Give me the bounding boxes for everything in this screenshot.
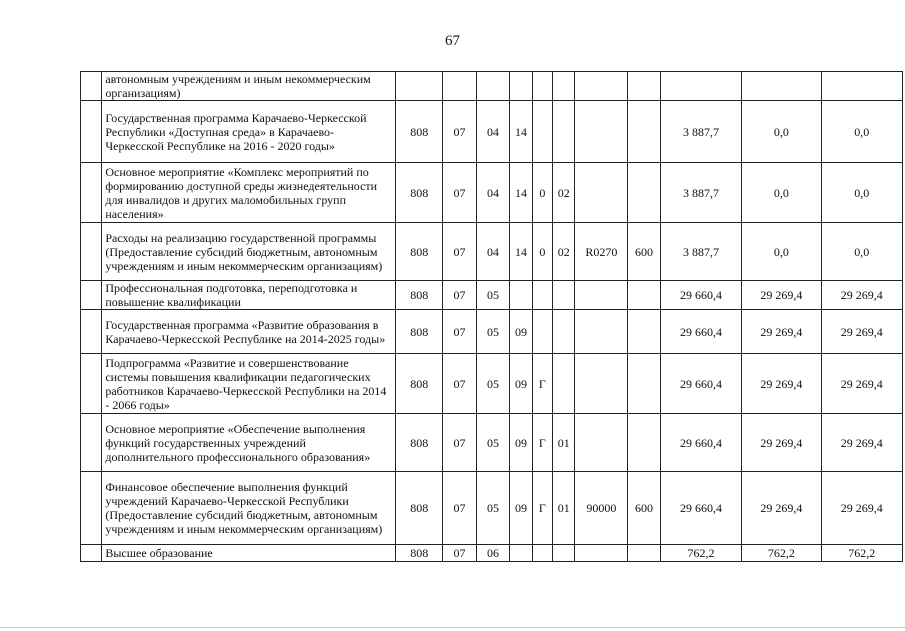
amount-year-2 [742, 72, 821, 101]
subsection-code [476, 72, 510, 101]
row-margin-cell [81, 414, 102, 472]
amount-year-1: 762,2 [660, 545, 741, 562]
row-margin-cell [81, 310, 102, 354]
measure-code [553, 281, 575, 310]
subsection-code: 06 [476, 545, 510, 562]
amount-year-3: 0,0 [821, 223, 902, 281]
amount-year-1: 29 660,4 [660, 414, 741, 472]
amount-year-1: 3 887,7 [660, 163, 741, 223]
table-row [81, 414, 903, 472]
direction-code [575, 163, 628, 223]
measure-code [553, 354, 575, 414]
table-row [81, 163, 903, 223]
amount-year-3: 762,2 [821, 545, 902, 562]
program-code: 09 [510, 472, 532, 545]
program-code [510, 281, 532, 310]
amount-year-3: 29 269,4 [821, 281, 902, 310]
expense-type-code: 600 [628, 223, 661, 281]
direction-code [575, 414, 628, 472]
measure-code: 01 [553, 472, 575, 545]
amount-year-1: 29 660,4 [660, 310, 741, 354]
measure-code: 02 [553, 223, 575, 281]
program-code: 09 [510, 310, 532, 354]
gr-code: 808 [396, 354, 443, 414]
gr-code: 808 [396, 163, 443, 223]
section-code: 07 [443, 310, 477, 354]
table-row [81, 72, 903, 101]
subsection-code: 05 [476, 310, 510, 354]
subsection-code: 05 [476, 354, 510, 414]
amount-year-3: 0,0 [821, 101, 902, 163]
section-code: 07 [443, 163, 477, 223]
amount-year-3: 29 269,4 [821, 310, 902, 354]
expense-type-code: 600 [628, 472, 661, 545]
program-code [510, 545, 532, 562]
program-code [510, 72, 532, 101]
expense-type-code [628, 72, 661, 101]
subprogram-code [532, 310, 552, 354]
row-name: Подпрограмма «Развитие и совершенствование системы повышения квалификации педагогических работников Карачаево-Черкесской Республики на 2014 - 2066 годы» [102, 354, 396, 414]
gr-code: 808 [396, 545, 443, 562]
row-margin-cell [81, 101, 102, 163]
row-name: Государственная программа Карачаево-Черкесской Республики «Доступная среда» в Карачаево-Черкесской Республике на 2016 - 2020 годы» [102, 101, 396, 163]
amount-year-3 [821, 72, 902, 101]
page-number: 67 [445, 33, 460, 49]
measure-code [553, 545, 575, 562]
subprogram-code [532, 545, 552, 562]
amount-year-2: 29 269,4 [742, 310, 821, 354]
direction-code: R0270 [575, 223, 628, 281]
direction-code [575, 72, 628, 101]
program-code: 09 [510, 354, 532, 414]
amount-year-2: 29 269,4 [742, 281, 821, 310]
row-name: Высшее образование [102, 545, 396, 562]
table-row [81, 354, 903, 414]
expense-type-code [628, 414, 661, 472]
row-name: Расходы на реализацию государственной программы (Предоставление субсидий бюджетным, автономным учреждениям и иным некоммерческим организациям) [102, 223, 396, 281]
row-name: автономным учреждениям и иным некоммерческим организациям) [102, 72, 396, 101]
section-code: 07 [443, 472, 477, 545]
section-code: 07 [443, 101, 477, 163]
measure-code [553, 72, 575, 101]
row-name: Финансовое обеспечение выполнения функций учреждений Карачаево-Черкесской Республики (Предоставление субсидий бюджетным, автономным учреждениям и иным некоммерческим организациям) [102, 472, 396, 545]
subprogram-code: Г [532, 354, 552, 414]
gr-code: 808 [396, 281, 443, 310]
expense-type-code [628, 354, 661, 414]
direction-code [575, 281, 628, 310]
row-margin-cell [81, 223, 102, 281]
gr-code: 808 [396, 310, 443, 354]
table-row [81, 545, 903, 562]
amount-year-3: 0,0 [821, 163, 902, 223]
subsection-code: 04 [476, 163, 510, 223]
table-row [81, 101, 903, 163]
expense-type-code [628, 163, 661, 223]
direction-code [575, 545, 628, 562]
row-name: Профессиональная подготовка, переподготовка и повышение квалификации [102, 281, 396, 310]
amount-year-1: 29 660,4 [660, 281, 741, 310]
subsection-code: 04 [476, 101, 510, 163]
amount-year-2: 0,0 [742, 163, 821, 223]
row-margin-cell [81, 163, 102, 223]
section-code: 07 [443, 414, 477, 472]
gr-code: 808 [396, 223, 443, 281]
program-code: 14 [510, 163, 532, 223]
table-row [81, 472, 903, 545]
subprogram-code: 0 [532, 223, 552, 281]
gr-code [396, 72, 443, 101]
row-margin-cell [81, 72, 102, 101]
subsection-code: 05 [476, 472, 510, 545]
direction-code [575, 101, 628, 163]
amount-year-2: 0,0 [742, 223, 821, 281]
program-code: 14 [510, 101, 532, 163]
subprogram-code [532, 281, 552, 310]
table-row [81, 310, 903, 354]
amount-year-2: 762,2 [742, 545, 821, 562]
direction-code [575, 310, 628, 354]
expense-type-code [628, 545, 661, 562]
amount-year-3: 29 269,4 [821, 414, 902, 472]
expense-type-code [628, 281, 661, 310]
row-name: Основное мероприятие «Обеспечение выполнения функций государственных учреждений дополнительного профессионального образования» [102, 414, 396, 472]
row-name: Государственная программа «Развитие образования в Карачаево-Черкесской Республике на 2014-2025 годы» [102, 310, 396, 354]
amount-year-3: 29 269,4 [821, 472, 902, 545]
amount-year-1: 29 660,4 [660, 472, 741, 545]
section-code: 07 [443, 223, 477, 281]
subprogram-code: Г [532, 414, 552, 472]
row-name: Основное мероприятие «Комплекс мероприятий по формированию доступной среды жизнедеятельности для инвалидов и других маломобильных групп населения» [102, 163, 396, 223]
subsection-code: 05 [476, 281, 510, 310]
direction-code: 90000 [575, 472, 628, 545]
program-code: 14 [510, 223, 532, 281]
subprogram-code: 0 [532, 163, 552, 223]
table-row [81, 281, 903, 310]
row-margin-cell [81, 281, 102, 310]
expense-type-code [628, 310, 661, 354]
direction-code [575, 354, 628, 414]
program-code: 09 [510, 414, 532, 472]
section-code: 07 [443, 281, 477, 310]
subprogram-code [532, 101, 552, 163]
subprogram-code: Г [532, 472, 552, 545]
amount-year-1: 3 887,7 [660, 101, 741, 163]
row-margin-cell [81, 354, 102, 414]
amount-year-3: 29 269,4 [821, 354, 902, 414]
amount-year-2: 29 269,4 [742, 354, 821, 414]
amount-year-1: 29 660,4 [660, 354, 741, 414]
section-code [443, 72, 477, 101]
gr-code: 808 [396, 414, 443, 472]
section-code: 07 [443, 545, 477, 562]
expense-type-code [628, 101, 661, 163]
measure-code: 01 [553, 414, 575, 472]
amount-year-1 [660, 72, 741, 101]
table-row [81, 223, 903, 281]
subsection-code: 04 [476, 223, 510, 281]
row-margin-cell [81, 472, 102, 545]
amount-year-1: 3 887,7 [660, 223, 741, 281]
measure-code [553, 310, 575, 354]
page-bottom-edge [0, 627, 905, 628]
row-margin-cell [81, 545, 102, 562]
amount-year-2: 0,0 [742, 101, 821, 163]
budget-table [80, 71, 903, 562]
section-code: 07 [443, 354, 477, 414]
subsection-code: 05 [476, 414, 510, 472]
measure-code [553, 101, 575, 163]
gr-code: 808 [396, 472, 443, 545]
subprogram-code [532, 72, 552, 101]
gr-code: 808 [396, 101, 443, 163]
amount-year-2: 29 269,4 [742, 472, 821, 545]
amount-year-2: 29 269,4 [742, 414, 821, 472]
measure-code: 02 [553, 163, 575, 223]
